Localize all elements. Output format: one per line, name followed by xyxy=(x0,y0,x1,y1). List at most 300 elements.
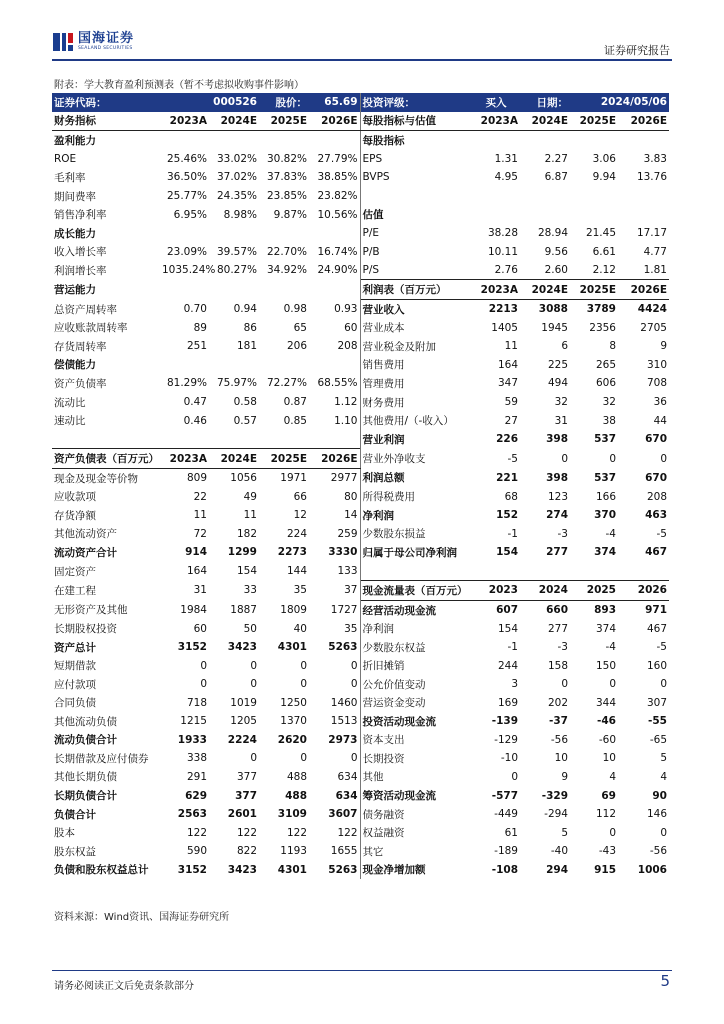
left-value-cell: 291 xyxy=(186,770,207,783)
right-value-cell: 2.27 xyxy=(544,152,568,165)
left-value-cell: 1.10 xyxy=(309,411,360,430)
right-value-cell xyxy=(472,187,520,206)
right-value-cell: 2.12 xyxy=(592,264,616,277)
left-value-cell: 33.02% xyxy=(216,152,257,165)
left-value-cell: 0 xyxy=(309,675,360,694)
left-label-cell: 成长能力 xyxy=(54,227,96,240)
right-value-cell: 4 xyxy=(609,770,616,783)
left-label-cell: 资产总计 xyxy=(54,641,96,654)
left-value-cell: 133 xyxy=(309,562,360,581)
right-value-cell: 660 xyxy=(546,604,568,617)
right-value-cell: -1 xyxy=(507,641,518,654)
left-value-cell xyxy=(160,131,209,150)
right-value-cell: 265 xyxy=(595,358,616,371)
right-value-cell: 277 xyxy=(546,546,568,559)
left-year-3: 2025E xyxy=(259,112,309,131)
left-value-cell xyxy=(160,280,209,300)
right-value-cell: 150 xyxy=(595,659,616,672)
page-number: 5 xyxy=(660,972,670,990)
left-value-cell: 2024E xyxy=(209,449,259,469)
right-value-cell: 3088 xyxy=(538,303,568,316)
left-value-cell xyxy=(259,280,309,300)
left-value-cell: 3152 xyxy=(177,641,207,654)
left-value-cell: 0 xyxy=(250,678,257,691)
right-value-cell: 5 xyxy=(660,752,667,765)
table-row xyxy=(52,562,669,581)
footer-divider xyxy=(52,970,672,971)
right-value-cell: 670 xyxy=(645,471,667,484)
right-label-cell: 经营活动现金流 xyxy=(362,604,436,617)
left-value-cell: 75.97% xyxy=(216,377,257,390)
left-value-cell: 1.12 xyxy=(309,393,360,412)
left-value-cell: 23.82% xyxy=(309,187,360,206)
right-year-3: 2025E xyxy=(570,112,618,131)
right-value-cell: 4.95 xyxy=(494,171,518,184)
left-value-cell xyxy=(309,356,360,375)
right-value-cell xyxy=(520,562,570,581)
right-label-cell xyxy=(360,562,472,581)
left-value-cell: 0.98 xyxy=(283,303,307,316)
right-value-cell: 370 xyxy=(594,509,616,522)
info-row xyxy=(52,93,669,112)
left-value-cell: 0 xyxy=(300,659,307,672)
right-value-cell: 374 xyxy=(594,546,616,559)
left-value-cell: 822 xyxy=(236,845,257,858)
right-value-cell: -55 xyxy=(648,715,667,728)
left-label-cell: 盈利能力 xyxy=(54,134,96,147)
price-value: 65.69 xyxy=(309,93,360,112)
right-value-cell: 9 xyxy=(561,770,568,783)
forecast-table xyxy=(52,93,669,879)
right-value-cell: 164 xyxy=(497,358,518,371)
left-value-cell: 1193 xyxy=(280,845,307,858)
left-value-cell: 0.47 xyxy=(183,396,207,409)
right-label-cell: BVPS xyxy=(362,171,390,184)
left-value-cell xyxy=(209,356,259,375)
right-value-cell: 374 xyxy=(595,622,616,635)
right-value-cell: -129 xyxy=(494,733,518,746)
right-value-cell: 398 xyxy=(546,433,568,446)
left-value-cell: 1887 xyxy=(230,603,257,616)
right-label-cell: 投资活动现金流 xyxy=(362,715,436,728)
right-value-cell: 21.45 xyxy=(585,227,616,240)
right-value-cell: 38.28 xyxy=(487,227,518,240)
left-value-cell: 182 xyxy=(236,527,257,540)
table-row xyxy=(52,823,669,842)
table-row xyxy=(52,786,669,805)
right-value-cell: -10 xyxy=(500,752,518,765)
left-header-label: 财务指标 xyxy=(52,112,160,131)
right-value-cell: 277 xyxy=(547,622,568,635)
left-value-cell: 34.92% xyxy=(266,264,307,277)
left-value-cell: 11 xyxy=(243,509,257,522)
left-label-cell: 期间费率 xyxy=(54,190,96,203)
right-value-cell: 9.56 xyxy=(544,245,568,258)
left-value-cell xyxy=(209,224,259,243)
right-value-cell: 3.06 xyxy=(592,152,616,165)
left-value-cell: 2023A xyxy=(160,449,209,469)
right-value-cell: 202 xyxy=(547,696,568,709)
left-label-cell: 其他流动资产 xyxy=(54,528,117,541)
right-value-cell: 2024 xyxy=(520,581,570,601)
left-value-cell: 144 xyxy=(286,565,307,578)
right-value-cell: 670 xyxy=(645,433,667,446)
left-value-cell: 89 xyxy=(193,321,207,334)
right-value-cell: 2024E xyxy=(520,280,570,300)
right-value-cell: -4 xyxy=(605,527,616,540)
table-row xyxy=(52,675,669,694)
left-value-cell: 23.09% xyxy=(166,245,207,258)
left-value-cell: 60 xyxy=(309,319,360,338)
table-row xyxy=(52,506,669,525)
left-value-cell: 2025E xyxy=(259,449,309,469)
logo-name-en: SEALAND SECURITIES xyxy=(78,46,133,51)
left-value-cell: 2601 xyxy=(227,808,257,821)
right-label-cell: 净利润 xyxy=(362,509,394,522)
right-value-cell: 31 xyxy=(554,414,568,427)
table-row xyxy=(52,842,669,861)
left-value-cell: 1215 xyxy=(180,715,207,728)
table-row xyxy=(52,319,669,338)
header-divider xyxy=(52,59,672,61)
right-label-cell xyxy=(360,187,472,206)
left-value-cell: 5263 xyxy=(309,860,360,879)
right-value-cell: 1405 xyxy=(491,321,518,334)
left-value-cell: 377 xyxy=(235,789,257,802)
table-row xyxy=(52,356,669,375)
right-value-cell: 0 xyxy=(609,452,616,465)
right-value-cell: 123 xyxy=(547,490,568,503)
left-value-cell: 1727 xyxy=(309,600,360,619)
left-label-cell: 资产负债表（百万元） xyxy=(52,449,160,469)
right-value-cell: -5 xyxy=(656,527,667,540)
right-value-cell: 0 xyxy=(561,452,568,465)
right-value-cell: 2356 xyxy=(589,321,616,334)
left-value-cell: 10.56% xyxy=(309,205,360,224)
left-value-cell: 24.35% xyxy=(216,190,257,202)
right-value-cell: 0 xyxy=(561,678,568,691)
right-value-cell: -5 xyxy=(656,641,667,654)
right-value-cell xyxy=(472,205,520,224)
left-label-cell: 其他流动负债 xyxy=(54,715,117,728)
left-label-cell: 应收款项 xyxy=(54,491,96,504)
table-row xyxy=(52,768,669,787)
stock-code-label: 证券代码： xyxy=(52,93,160,112)
right-label-cell: 债务融资 xyxy=(362,808,405,821)
right-value-cell: 4.77 xyxy=(643,245,667,258)
left-value-cell: 1971 xyxy=(280,472,307,485)
left-value-cell: 80.27% xyxy=(216,264,257,277)
right-value-cell: 5 xyxy=(561,826,568,839)
left-value-cell: 4301 xyxy=(277,863,307,876)
right-value-cell: 169 xyxy=(497,696,518,709)
left-value-cell xyxy=(259,356,309,375)
right-value-cell: 2.76 xyxy=(494,264,518,277)
right-value-cell: 3789 xyxy=(586,303,616,316)
right-label-cell: P/B xyxy=(362,245,380,258)
table-row xyxy=(52,280,669,300)
left-value-cell: 35 xyxy=(293,584,307,597)
right-value-cell: -189 xyxy=(494,845,518,858)
right-value-cell: 537 xyxy=(594,433,616,446)
left-value-cell: 1655 xyxy=(309,842,360,861)
left-value-cell xyxy=(309,280,360,300)
right-value-cell: -3 xyxy=(557,527,568,540)
left-value-cell: 1513 xyxy=(309,712,360,731)
left-label-cell: 短期借款 xyxy=(54,660,96,673)
right-label-cell: 少数股东损益 xyxy=(362,528,426,541)
right-label-cell: 每股指标 xyxy=(362,134,405,147)
left-value-cell: 72.27% xyxy=(266,377,307,390)
right-value-cell: 10 xyxy=(602,752,616,765)
left-value-cell: 1370 xyxy=(280,715,307,728)
table-row xyxy=(52,131,669,150)
right-value-cell: 2023A xyxy=(472,280,520,300)
right-value-cell: 9.94 xyxy=(592,171,616,184)
table-row xyxy=(52,468,669,487)
table-row xyxy=(52,731,669,750)
right-label-cell: 利润表（百万元） xyxy=(360,280,472,300)
left-value-cell: 259 xyxy=(309,525,360,544)
right-label-cell: 估值 xyxy=(362,209,384,222)
left-value-cell: 1933 xyxy=(177,733,207,746)
right-value-cell: -577 xyxy=(491,789,518,802)
left-value-cell: 86 xyxy=(243,321,257,334)
left-value-cell: 72 xyxy=(193,527,207,540)
right-value-cell: 154 xyxy=(496,546,518,559)
left-value-cell: 68.55% xyxy=(309,374,360,393)
right-value-cell: 708 xyxy=(646,377,667,390)
left-label-cell: 销售净利率 xyxy=(54,209,107,222)
right-value-cell: 32 xyxy=(602,396,616,409)
left-label-cell: 流动比 xyxy=(54,396,86,409)
right-value-cell: 61 xyxy=(504,826,518,839)
right-label-cell: 管理费用 xyxy=(362,377,405,390)
right-value-cell: 44 xyxy=(653,414,667,427)
left-label-cell: 速动比 xyxy=(54,415,86,428)
right-label-cell: EPS xyxy=(362,152,383,165)
left-value-cell: 181 xyxy=(236,340,257,353)
left-value-cell: 3109 xyxy=(277,808,307,821)
right-label-cell: 营业收入 xyxy=(362,303,405,316)
right-value-cell: 0 xyxy=(609,678,616,691)
left-label-cell: 长期借款及应付债券 xyxy=(54,752,149,765)
right-label-cell: 权益融资 xyxy=(362,827,405,840)
left-value-cell: 2273 xyxy=(277,546,307,559)
right-value-cell: 244 xyxy=(497,659,518,672)
left-value-cell: 36.50% xyxy=(166,171,207,184)
left-value-cell: 80 xyxy=(309,487,360,506)
left-label-cell: 无形资产及其他 xyxy=(54,604,128,617)
right-label-cell: 营业外净收支 xyxy=(362,453,426,466)
table-row xyxy=(52,600,669,619)
right-value-cell: -56 xyxy=(550,733,568,746)
right-value-cell: 146 xyxy=(646,808,667,821)
right-value-cell: 112 xyxy=(595,808,616,821)
right-value-cell: 398 xyxy=(546,471,568,484)
right-value-cell: 274 xyxy=(546,509,568,522)
left-value-cell: 1460 xyxy=(309,694,360,713)
table-row xyxy=(52,374,669,393)
date-label: 日期： xyxy=(520,93,570,112)
right-value-cell: 13.76 xyxy=(636,171,667,184)
left-value-cell: 5263 xyxy=(309,638,360,657)
left-value-cell: 25.46% xyxy=(166,152,207,165)
right-label-cell: 其他 xyxy=(362,771,384,784)
left-value-cell: 208 xyxy=(309,337,360,356)
left-value-cell: 0 xyxy=(250,659,257,672)
right-value-cell xyxy=(570,205,618,224)
right-value-cell: 90 xyxy=(652,789,667,802)
rating-value: 买入 xyxy=(472,93,520,112)
left-value-cell: 3607 xyxy=(309,805,360,824)
left-value-cell: 23.85% xyxy=(266,190,307,202)
left-value-cell: 2026E xyxy=(309,449,360,469)
left-label-cell: 应收账款周转率 xyxy=(54,322,128,335)
left-value-cell: 914 xyxy=(185,546,207,559)
right-year-4: 2026E xyxy=(618,112,669,131)
right-value-cell: 3.83 xyxy=(643,152,667,165)
right-label-cell: 长期投资 xyxy=(362,752,405,765)
right-value-cell: 68 xyxy=(504,490,518,503)
left-value-cell: 251 xyxy=(186,340,207,353)
left-value-cell: 65 xyxy=(293,321,307,334)
right-value-cell xyxy=(618,187,669,206)
left-value-cell: 1250 xyxy=(280,696,307,709)
left-value-cell: 22.70% xyxy=(266,245,307,258)
left-label-cell: 毛利率 xyxy=(54,171,86,184)
right-value-cell: 915 xyxy=(594,863,616,876)
left-label-cell: 资产负债率 xyxy=(54,377,107,390)
right-value-cell: 606 xyxy=(595,377,616,390)
left-value-cell xyxy=(209,131,259,150)
left-value-cell: 0 xyxy=(309,749,360,768)
left-value-cell: 122 xyxy=(186,826,207,839)
right-label-cell: 现金净增加额 xyxy=(362,864,426,877)
right-label-cell: 筹资活动现金流 xyxy=(362,790,436,802)
left-value-cell xyxy=(259,131,309,150)
left-label-cell: 存货净额 xyxy=(54,509,96,522)
right-value-cell xyxy=(618,131,669,150)
table-row xyxy=(52,638,669,657)
table-row xyxy=(52,712,669,731)
left-label-cell: 长期负债合计 xyxy=(54,790,117,802)
left-value-cell: 0.46 xyxy=(183,414,207,427)
left-label-cell: 固定资产 xyxy=(54,565,96,578)
right-label-cell: 所得税费用 xyxy=(362,491,415,504)
right-value-cell: 6.87 xyxy=(544,171,568,184)
left-value-cell xyxy=(160,224,209,243)
table-caption: 附表：学大教育盈利预测表（暂不考虑拟收购事件影响） xyxy=(54,80,304,91)
right-value-cell: -1 xyxy=(507,527,518,540)
left-value-cell: 0 xyxy=(309,656,360,675)
left-value-cell: 154 xyxy=(236,565,257,578)
right-value-cell: 463 xyxy=(645,509,667,522)
left-value-cell: 1205 xyxy=(230,715,257,728)
left-value-cell: 206 xyxy=(286,340,307,353)
right-value-cell: 2026 xyxy=(618,581,669,601)
left-value-cell: 31 xyxy=(193,584,207,597)
left-label-cell: 应付款项 xyxy=(54,678,96,691)
left-value-cell: 33 xyxy=(243,584,257,597)
left-value-cell xyxy=(309,224,360,243)
right-value-cell xyxy=(472,131,520,150)
left-value-cell: 1299 xyxy=(227,546,257,559)
right-value-cell: 2025 xyxy=(570,581,618,601)
left-value-cell: 0.93 xyxy=(309,300,360,319)
footer-disclaimer: 请务必阅读正文后免责条款部分 xyxy=(54,981,194,992)
price-label: 股价： xyxy=(259,93,309,112)
left-value-cell: 3152 xyxy=(177,863,207,876)
right-label-cell: 销售费用 xyxy=(362,359,405,372)
right-value-cell: 607 xyxy=(496,604,518,617)
right-value-cell: 166 xyxy=(595,490,616,503)
right-value-cell: 1945 xyxy=(541,321,568,334)
left-label-cell: 营运能力 xyxy=(54,284,96,297)
right-value-cell: 17.17 xyxy=(636,227,667,240)
table-row xyxy=(52,411,669,430)
right-label-cell: 营业利润 xyxy=(362,433,405,446)
table-row xyxy=(52,430,669,449)
right-value-cell: -37 xyxy=(549,715,568,728)
right-label-cell: 净利润 xyxy=(362,623,394,636)
left-label-cell: 偿债能力 xyxy=(54,359,96,372)
right-label-cell: 其他费用/（-收入） xyxy=(362,415,454,428)
left-value-cell xyxy=(160,430,209,449)
right-value-cell: 294 xyxy=(546,863,568,876)
left-value-cell: 2973 xyxy=(309,731,360,750)
left-value-cell: 27.79% xyxy=(309,150,360,169)
right-value-cell: 36 xyxy=(653,396,667,409)
left-value-cell: 718 xyxy=(186,696,207,709)
right-label-cell: P/S xyxy=(362,264,380,277)
left-value-cell: 2224 xyxy=(227,733,257,746)
left-value-cell: 377 xyxy=(236,770,257,783)
left-value-cell: 14 xyxy=(309,506,360,525)
right-value-cell: 1006 xyxy=(637,863,667,876)
right-value-cell: 9 xyxy=(660,340,667,353)
left-value-cell: 12 xyxy=(293,509,307,522)
left-value-cell: 11 xyxy=(193,509,207,522)
left-year-1: 2023A xyxy=(160,112,209,131)
right-value-cell: 221 xyxy=(496,471,518,484)
left-value-cell: 4301 xyxy=(277,641,307,654)
right-value-cell: 971 xyxy=(645,604,667,617)
left-label-cell: 存货周转率 xyxy=(54,340,107,353)
table-row xyxy=(52,242,669,261)
left-value-cell: 122 xyxy=(236,826,257,839)
left-value-cell: 40 xyxy=(293,622,307,635)
left-value-cell: 6.95% xyxy=(173,208,207,221)
left-value-cell: 1035.24% xyxy=(162,264,216,277)
right-value-cell: 208 xyxy=(646,490,667,503)
right-value-cell: -4 xyxy=(605,641,616,654)
right-value-cell: 467 xyxy=(646,622,667,635)
right-value-cell: 152 xyxy=(496,509,518,522)
left-value-cell: 37 xyxy=(309,581,360,601)
right-value-cell: 4 xyxy=(660,770,667,783)
table-row xyxy=(52,860,669,879)
left-value-cell: 0 xyxy=(250,752,257,765)
table-row xyxy=(52,805,669,824)
right-value-cell: 226 xyxy=(496,433,518,446)
right-value-cell: 0 xyxy=(609,826,616,839)
left-value-cell: 809 xyxy=(186,472,207,485)
left-value-cell: 81.29% xyxy=(166,377,207,390)
left-value-cell: 0.87 xyxy=(283,396,307,409)
left-value-cell: 0 xyxy=(300,752,307,765)
right-value-cell: -46 xyxy=(597,715,616,728)
